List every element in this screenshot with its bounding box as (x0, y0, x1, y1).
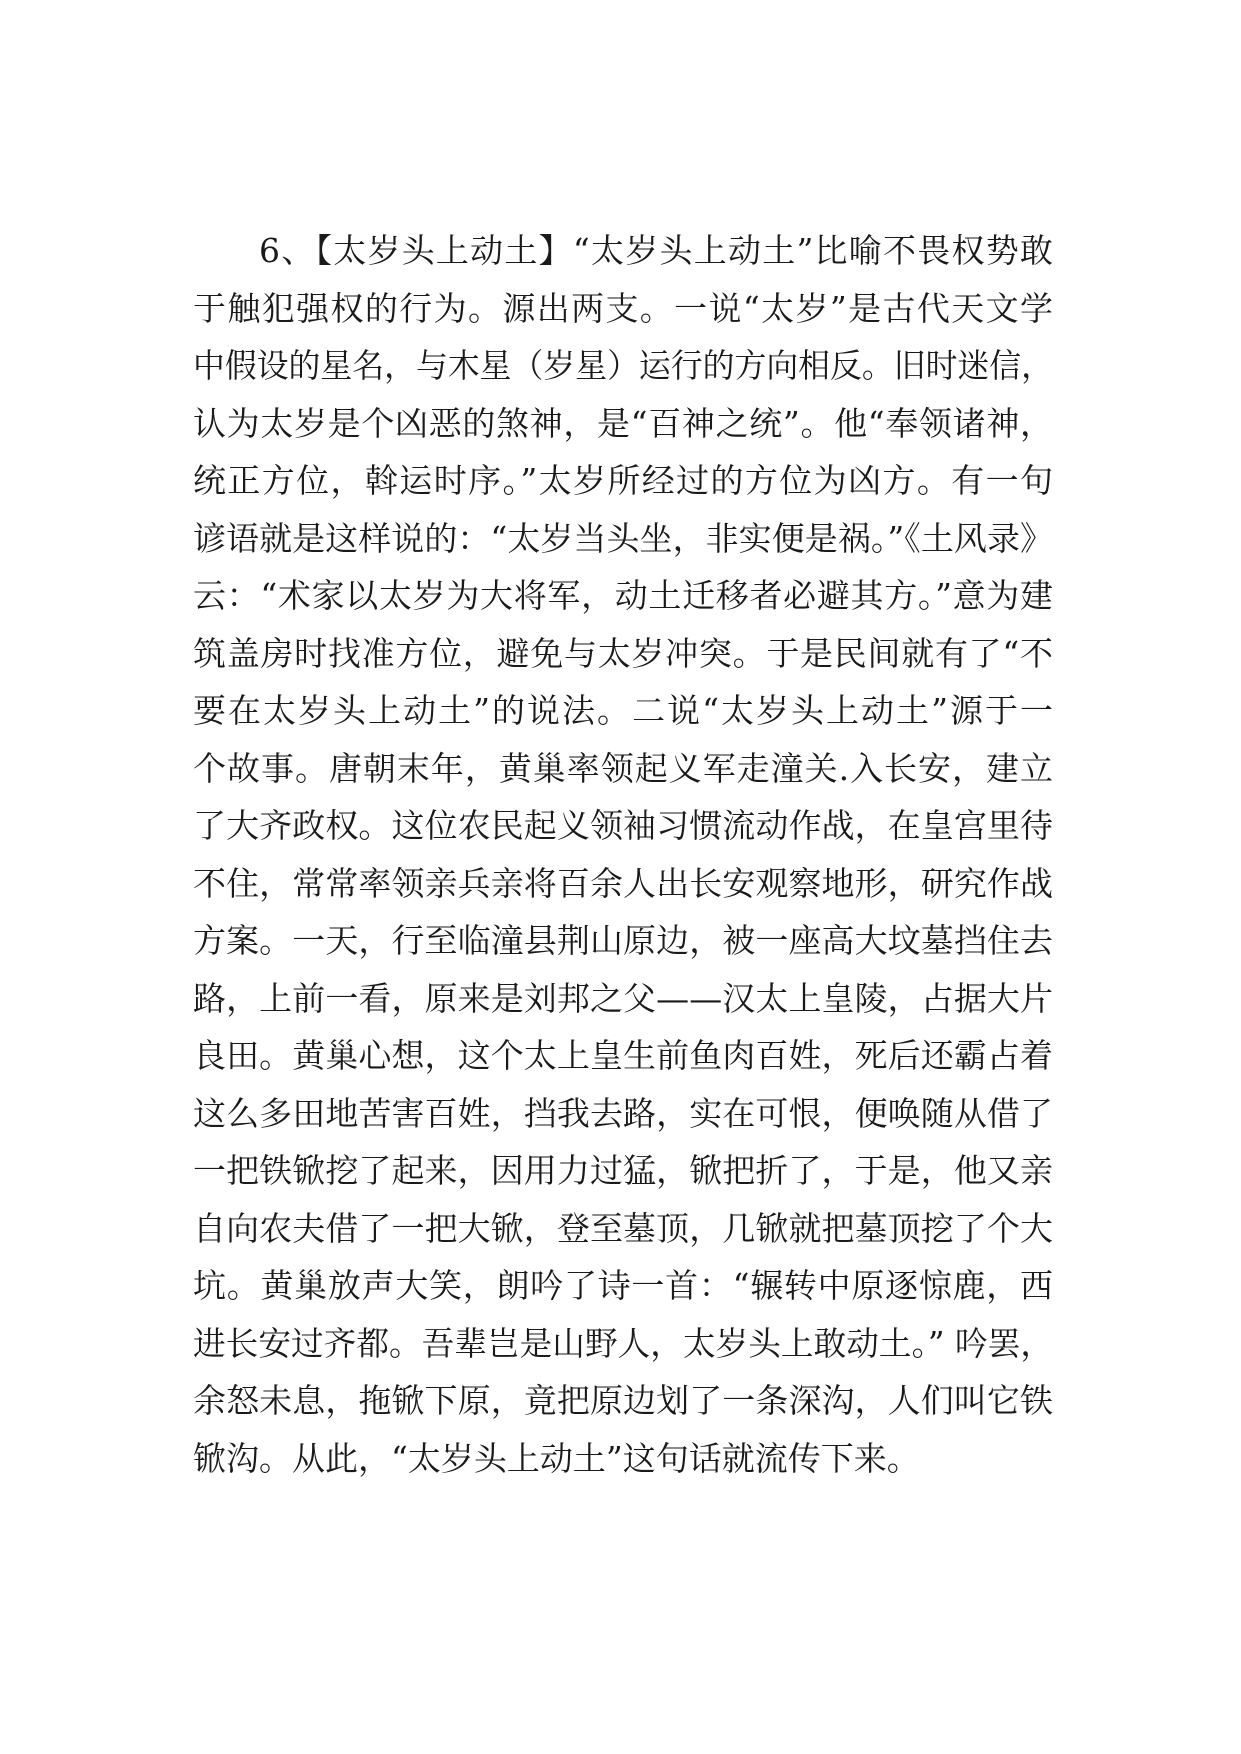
paragraph-line (193, 625, 1053, 683)
paragraph-line (193, 395, 1053, 453)
line-text: 一把铁锨挖了起来，因用力过猛，锨把折了，于是，他又亲 (193, 1151, 1054, 1190)
line-text: 锨沟。从此，“太岁头上动土”这句话就流传下来。 (193, 1438, 920, 1478)
paragraph-line (193, 1257, 1053, 1315)
paragraph-line (193, 912, 1053, 970)
line-text: 认为太岁是个凶恶的煞神，是“百神之统”。他“奉领诸神， (193, 403, 1054, 443)
line-text: 良田。黄巢心想，这个太上皇生前鱼肉百姓，死后还霸占着 (193, 1036, 1054, 1075)
line-text: 余怒未息，拖锨下原，竟把原边划了一条深沟，人们叫它铁 (193, 1381, 1054, 1420)
paragraph-line (193, 1200, 1053, 1258)
line-text: 坑。黄巢放声大笑，朗吟了诗一首：“辗转中原逐惊鹿，西 (193, 1266, 1054, 1305)
paragraph-line (193, 337, 1053, 395)
line-text: 自向农夫借了一把大锨，登至墓顶，几锨就把墓顶挖了个大 (193, 1208, 1054, 1248)
line-text: 统正方位，斡运时序。”太岁所经过的方位为凶方。有一句 (193, 461, 1055, 500)
line-text: 路，上前一看，原来是刘邦之父——汉太上皇陵，占据大片 (193, 978, 1054, 1018)
paragraph-line (193, 1372, 1053, 1430)
paragraph-line (193, 510, 1053, 568)
line-text: 进长安过齐都。吾辈岂是山野人，太岁头上敢动土。” 吟罢， (193, 1323, 1053, 1363)
paragraph-line (193, 452, 1053, 510)
line-text: 这么多田地苦害百姓，挡我去路，实在可恨，便唤随从借了 (193, 1093, 1054, 1133)
paragraph-line (193, 797, 1053, 855)
paragraph (193, 222, 1056, 1487)
paragraph-line (193, 567, 1053, 625)
line-text: 6、【太岁头上动土】“太岁头上动土”比喻不畏权势敢 (259, 231, 1055, 270)
paragraph-line (193, 1027, 1053, 1085)
paragraph-line (193, 740, 1053, 798)
line-text: 于触犯强权的行为。源出两支。一说“太岁”是古代天文学 (193, 288, 1055, 328)
paragraph-line (193, 222, 1053, 280)
line-text: 谚语就是这样说的：“太岁当头坐，非实便是祸。”《土风录》 (193, 518, 1054, 558)
line-text: 了大齐政权。这位农民起义领袖习惯流动作战，在皇宫里待 (193, 806, 1054, 845)
paragraph-line (193, 1085, 1053, 1143)
line-text: 云：“术家以太岁为大将军，动土迁移者必避其方。”意为建 (193, 576, 1054, 615)
paragraph-line (193, 855, 1053, 913)
line-text: 中假设的星名，与木星（岁星）运行的方向相反。旧时迷信， (193, 346, 1053, 385)
paragraph-line (193, 682, 1056, 740)
paragraph-line (193, 1142, 1053, 1200)
line-text: 筑盖房时找准方位，避免与太岁冲突。于是民间就有了“不 (193, 633, 1054, 673)
line-text: 方案。一天，行至临潼县荆山原边，被一座高大坟墓挡住去 (193, 921, 1054, 960)
paragraph-line (193, 280, 1053, 338)
paragraph-line (193, 970, 1053, 1028)
paragraph-line (193, 1315, 1053, 1373)
line-text: 不住，常常率领亲兵亲将百余人出长安观察地形，研究作战 (193, 863, 1054, 903)
line-text: 要在太岁头上动土”的说法。二说“太岁头上动土”源于一 (193, 691, 1056, 730)
paragraph-line (193, 1430, 1053, 1488)
line-text: 个故事。唐朝末年，黄巢率领起义军走潼关.入长安，建立 (193, 748, 1054, 788)
